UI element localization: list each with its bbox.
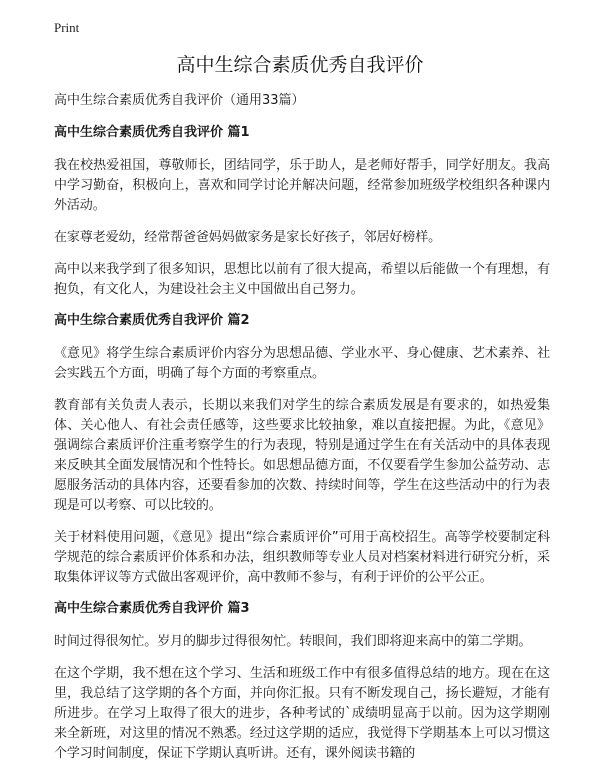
- paragraph: 高中以来我学到了很多知识，思想比以前有了很大提高，希望以后能做一个有理想，有抱负，有文化人，为建设社会主义中国做出自己努力。: [54, 262, 550, 297]
- print-link[interactable]: Print: [54, 20, 80, 35]
- paragraph: 在家尊老爱幼，经常帮爸爸妈妈做家务是家长好孩子，邻居好榜样。: [54, 230, 442, 245]
- paragraph: 时间过得很匆忙。岁月的脚步过得很匆忙。转眼间，我们即将迎来高中的第二学期。: [54, 634, 532, 649]
- paragraph: 《意见》将学生综合素质评价内容分为思想品德、学业水平、身心健康、艺术素养、社会实践五个方面，明确了每个方面的考察重点。: [54, 346, 550, 381]
- paragraph: 在这个学期，我不想在这个学习、生活和班级工作中有很多值得总结的地方。现在在这里，我总结了这学期的各个方面，并向你汇报。只有不断发现自己，扬长避短，才能有所进步。在学习上取得了很大的进步，各种考试的`成绩明显高于以前。因为这学期刚来全新班，对这里的情况不熟悉。经过这学期的适应，我觉得下学期基本上可以习惯这个学习时间制度，保证下学期认真听讲。还有，课外阅读书籍的: [54, 666, 550, 761]
- section-heading-1: 高中生综合素质优秀自我评价 篇1: [54, 125, 250, 140]
- document-title: 高中生综合素质优秀自我评价: [176, 54, 424, 76]
- paragraph: 关于材料使用问题，《意见》提出“综合素质评价”可用于高校招生。高等学校要制定科学规范的综合素质评价体系和办法，组织教师等专业人员对档案材料进行研究分析，采取集体评议等方式做出客观评价，高中教师不参与，有利于评价的公平公正。: [54, 530, 550, 585]
- section-heading-2: 高中生综合素质优秀自我评价 篇2: [54, 313, 250, 328]
- paragraph: 教育部有关负责人表示，长期以来我们对学生的综合素质发展是有要求的，如热爱集体、关心他人、有社会责任感等，这些要求比较抽象，难以直接把握。为此，《意见》强调综合素质评价注重考察学生的行为表现，特别是通过学生在有关活动中的具体表现来反映其全面发展情况和个性特长。如思想品德方面，不仅要看学生参加公益劳动、志愿服务活动的具体内容，还要看参加的次数、持续时间等，学生在这些活动中的行为表现是可以考察、可以比较的。: [54, 398, 550, 513]
- document-body: [54, 92, 550, 776]
- paragraph: 我在校热爱祖国，尊敬师长，团结同学，乐于助人，是老师好帮手，同学好朋友。我高中学习勤奋，积极向上，喜欢和同学讨论并解决问题，经常参加班级学校组织各种课内外活动。: [54, 158, 550, 213]
- document-subtitle: 高中生综合素质优秀自我评价（通用33篇）: [54, 93, 305, 108]
- section-heading-3: 高中生综合素质优秀自我评价 篇3: [54, 601, 250, 616]
